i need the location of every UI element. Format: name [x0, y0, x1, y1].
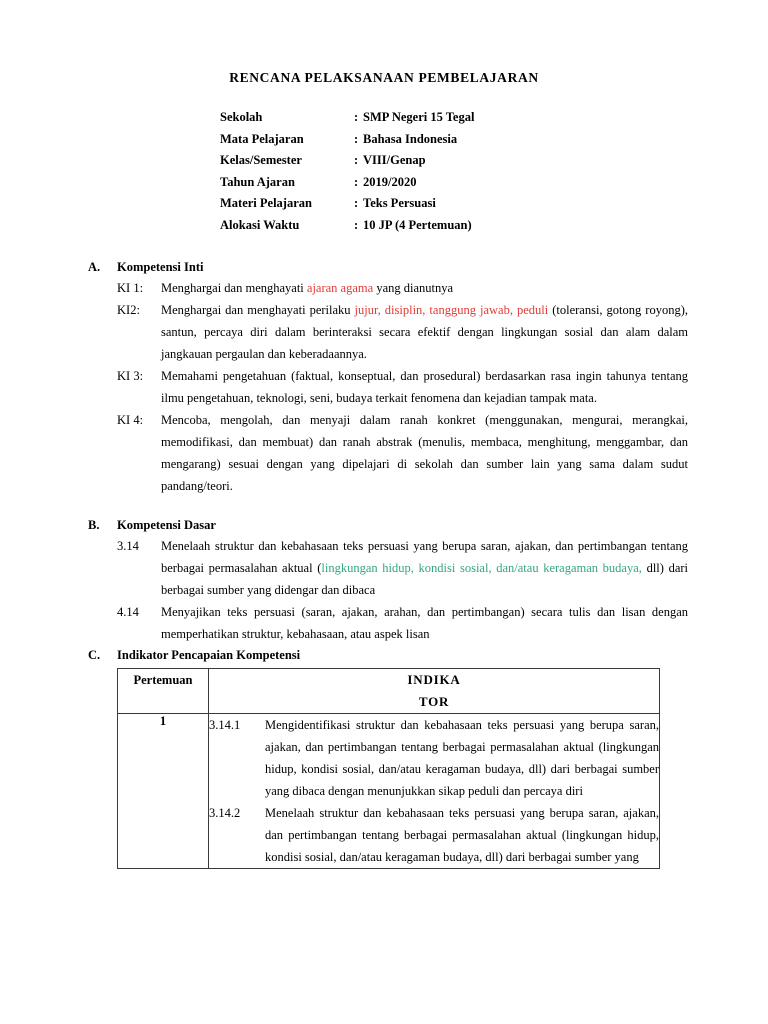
identity-row [220, 153, 640, 175]
indicator-entry [209, 802, 659, 868]
competency-text [161, 299, 688, 365]
identity-label: Alokasi Waktu [220, 217, 300, 232]
indicator-code: 3.14.2 [209, 806, 241, 820]
identity-label: Tahun Ajaran [220, 174, 295, 189]
basic-competency-key: 4.14 [117, 605, 139, 619]
identity-value: Bahasa Indonesia [363, 131, 458, 146]
basic-competency-item [117, 535, 688, 601]
identity-label: Sekolah [220, 110, 263, 124]
indicator-code: 3.14.1 [209, 718, 241, 732]
identity-separator: : [354, 131, 359, 146]
section-heading [88, 648, 688, 663]
identity-row [220, 175, 640, 197]
identity-row [220, 218, 640, 240]
competency-text: Memahami pengetahuan (faktual, konseptual, dan prosedural) berdasarkan rasa ingin tahunya tentang ilmu pengetahuan, teknologi, seni, budaya terkait fenomena dan kejadian tampak mata. [161, 369, 688, 405]
identity-row [220, 132, 640, 154]
basic-competency-text-post: dll) dari berbagai sumber yang didengar dan dibaca [161, 561, 689, 597]
table-row [118, 714, 660, 869]
basic-competency-key: 3.14 [117, 539, 139, 553]
section-letter: C. [88, 648, 101, 662]
competency-text-post: yang dianutnya [373, 281, 454, 295]
column-header-indikator-label: INDIKATOR [407, 672, 461, 709]
cell-pertemuan: 1 [118, 714, 209, 869]
identity-value: SMP Negeri 15 Tegal [363, 110, 475, 124]
identity-label: Mata Pelajaran [220, 131, 304, 146]
identity-label: Materi Pelajaran [220, 196, 312, 210]
identity-row [220, 196, 640, 218]
section-kompetensi-dasar [88, 518, 688, 645]
section-heading [88, 518, 688, 533]
competency-item [117, 365, 688, 409]
competency-text [161, 277, 688, 299]
indicator-text: Mengidentifikasi struktur dan kebahasaan teks persuasi yang berupa saran, ajakan, dan pertimbangan tentang berbagai permasalahan aktual (lingkungan hidup, kondisi sosial, dan/atau keragaman budaya, dll) dari berbagai sumber yang dibaca dengan menunjukkan sikap peduli dan percaya diri [265, 718, 659, 798]
identity-label: Kelas/Semester [220, 153, 302, 167]
section-indikator-pencapaian [88, 648, 688, 665]
competency-text: Mencoba, mengolah, dan menyaji dalam ranah konkret (menggunakan, mengurai, merangkai, memodifikasi, dan membuat) dan ranah abstrak (menulis, membaca, menghitung, menggambar, dan mengarang) sesuai dengan yang dipelajari di sekolah dan sumber lain yang sama dalam sudut pandang/teori. [161, 413, 688, 493]
indikator-table [117, 668, 660, 869]
basic-competency-text [161, 535, 688, 601]
identity-separator: : [354, 174, 359, 189]
competency-key: KI 4: [117, 413, 144, 427]
column-header-pertemuan: Pertemuan [118, 669, 209, 714]
page-title: RENCANA PELAKSANAAN PEMBELAJARAN [229, 70, 539, 85]
section-kompetensi-inti [88, 260, 688, 497]
indicator-entry [209, 714, 659, 802]
section-title: Kompetensi Dasar [117, 518, 216, 532]
section-title: Indikator Pencapaian Kompetensi [117, 648, 301, 662]
competency-text-pre: Menghargai dan menghayati [161, 281, 307, 295]
table-header-row [118, 669, 660, 714]
cell-indikator [209, 714, 660, 869]
competency-item [117, 409, 688, 497]
competency-key: KI 3: [117, 369, 144, 383]
identity-value: 10 JP (4 Pertemuan) [363, 217, 472, 232]
identity-value: VIII/Genap [363, 153, 426, 167]
competency-item [117, 299, 688, 365]
competency-highlight: jujur, disiplin, tanggung jawab, peduli [354, 303, 549, 317]
identity-value: 2019/2020 [363, 174, 417, 189]
basic-competency-text: Menyajikan teks persuasi (saran, ajakan, arahan, dan pertimbangan) secara tulis dan lisan dengan memperhatikan struktur, kebahasaan, atau aspek lisan [161, 605, 688, 641]
basic-competency-text-pre: Menelaah struktur dan kebahasaan teks persuasi yang berupa saran, ajakan, dan pertimbangan tentang berbagai permasalahan aktual ( [161, 539, 688, 575]
competency-text-post: (toleransi, gotong royong), santun, percaya diri dalam berinteraksi secara efektif dengan lingkungan sosial dan alam dalam jangkauan pergaulan dan keberadaannya. [161, 303, 688, 361]
identity-separator: : [354, 153, 359, 167]
competency-key: KI2: [117, 303, 140, 317]
basic-competency-highlight: lingkungan hidup, kondisi sosial, dan/atau keragaman budaya, [321, 561, 642, 575]
identity-row [220, 110, 640, 132]
competency-text-pre: Menghargai dan menghayati perilaku [161, 303, 355, 317]
competency-item [117, 277, 688, 299]
section-heading [88, 260, 688, 275]
column-header-indikator [209, 669, 660, 714]
basic-competency-item [117, 601, 688, 645]
identity-value: Teks Persuasi [363, 196, 436, 210]
competency-key: KI 1: [117, 281, 144, 295]
document-identity-block [220, 110, 640, 239]
identity-separator: : [354, 196, 359, 210]
section-letter: B. [88, 518, 100, 532]
identity-separator: : [354, 217, 359, 232]
identity-separator: : [354, 110, 359, 124]
indikator-table-wrapper [117, 668, 659, 869]
indicator-text: Menelaah struktur dan kebahasaan teks persuasi yang berupa saran, ajakan, dan pertimbangan tentang berbagai permasalahan aktual (lingkungan hidup, kondisi sosial, dan/atau keragaman budaya, dll) dari berbagai sumber yang [265, 806, 659, 864]
competency-highlight: ajaran agama [306, 281, 374, 295]
section-title: Kompetensi Inti [117, 260, 204, 274]
section-letter: A. [88, 260, 101, 274]
